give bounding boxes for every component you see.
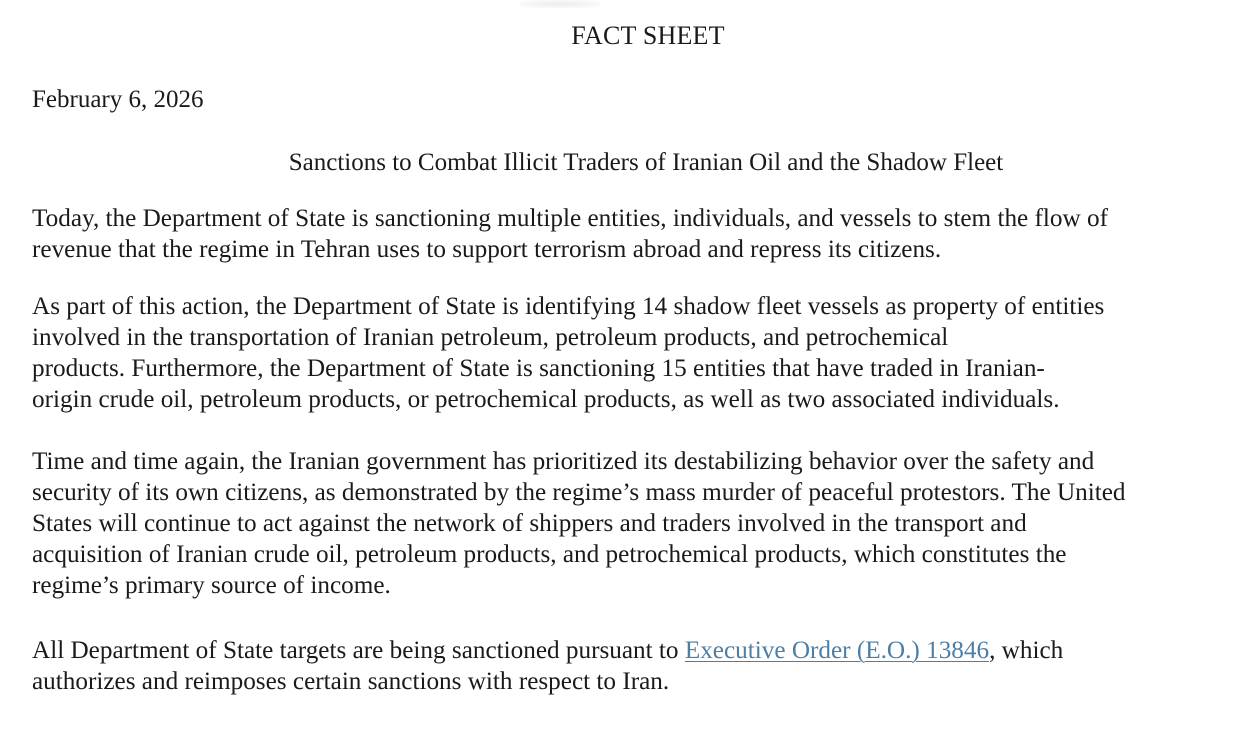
document-date: February 6, 2026 — [32, 86, 204, 113]
authority-text-after-link: , which — [989, 637, 1064, 664]
document-title: Sanctions to Combat Illicit Traders of Iranian Oil and the Shadow Fleet — [288, 149, 1004, 176]
paragraph-line: acquisition of Iranian crude oil, petroleum products, and petrochemical products, which constitutes the — [32, 541, 1067, 568]
authority-text-before-link: All Department of State targets are being sanctioned pursuant to — [32, 637, 685, 664]
document-header: FACT SHEET — [571, 21, 725, 50]
paragraph-line: revenue that the regime in Tehran uses to support terrorism abroad and repress its citizens. — [32, 236, 942, 263]
paragraph-line: involved in the transportation of Iranian petroleum, petroleum products, and petrochemical — [32, 324, 949, 351]
paragraph-line: Today, the Department of State is sanctioning multiple entities, individuals, and vessels to stem the flow of — [32, 205, 1108, 232]
paragraph-line: States will continue to act against the network of shippers and traders involved in the transport and — [32, 510, 1027, 537]
paragraph-action — [32, 291, 1254, 415]
paragraph-line: products. Furthermore, the Department of State is sanctioning 15 entities that have traded in Iranian- — [32, 355, 1045, 382]
paragraph-line: As part of this action, the Department of State is identifying 14 shadow fleet vessels as property of entities — [32, 293, 1105, 320]
page-edge-shadow — [520, 0, 600, 8]
paragraph-line: authorizes and reimposes certain sanctions with respect to Iran. — [32, 668, 670, 695]
paragraph-line: origin crude oil, petroleum products, or petrochemical products, as well as two associated individuals. — [32, 386, 1060, 413]
paragraph-authority — [32, 635, 1254, 697]
paragraph-intro — [32, 203, 1254, 265]
paragraph-line: security of its own citizens, as demonstrated by the regime’s mass murder of peaceful protestors. The United — [32, 479, 1126, 506]
paragraph-line — [32, 635, 1254, 666]
paragraph-context — [32, 446, 1254, 601]
executive-order-link[interactable]: Executive Order (E.O.) 13846 — [684, 637, 990, 664]
paragraph-line: regime’s primary source of income. — [32, 572, 391, 599]
paragraph-line: Time and time again, the Iranian government has prioritized its destabilizing behavior over the safety and — [32, 448, 1095, 475]
